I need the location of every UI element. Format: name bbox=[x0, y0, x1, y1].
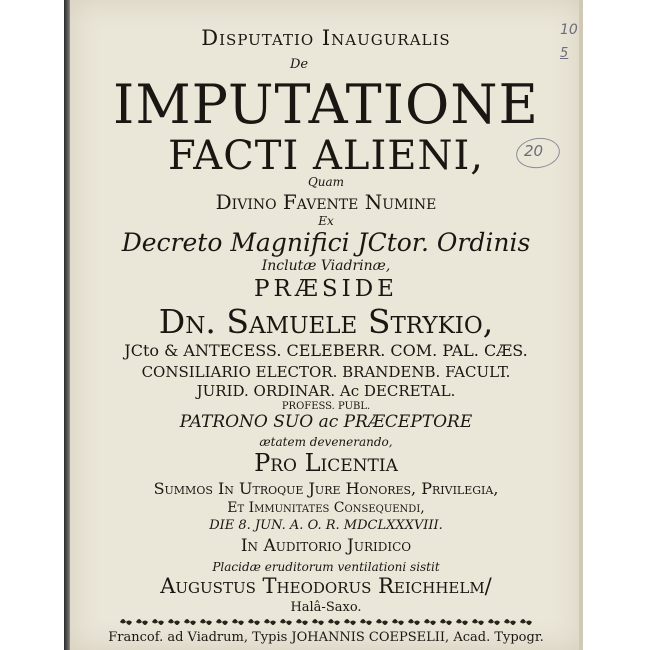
pencil-circled-number: 20 bbox=[524, 142, 544, 160]
preposition-de: De bbox=[290, 57, 309, 72]
auditorio-line: In Auditorio Juridico bbox=[240, 536, 412, 556]
title-page bbox=[70, 0, 582, 650]
ornament-leaf bbox=[312, 619, 324, 625]
ornament-leaf bbox=[168, 619, 180, 625]
praeses-titles-4: PROFESS. PUBL. bbox=[281, 401, 371, 412]
ornament-leaf bbox=[184, 619, 196, 625]
ornament-leaf bbox=[488, 619, 500, 625]
ornament-leaf bbox=[456, 619, 468, 625]
ornament-leaf bbox=[296, 619, 308, 625]
ornament-leaf bbox=[248, 619, 260, 625]
respondent-name: Augustus Theodorus Reichhelm/ bbox=[160, 574, 492, 598]
page-edge bbox=[579, 0, 583, 650]
subtitle: FACTI ALIENI, bbox=[168, 133, 484, 179]
pencil-number-below: 5 bbox=[560, 46, 569, 61]
ornament-leaf bbox=[328, 619, 340, 625]
ornament-leaf bbox=[152, 619, 164, 625]
praeses-titles-3: JURID. ORDINAR. Ac DECRETAL. bbox=[196, 382, 456, 400]
viadrina-line: Inclutæ Viadrinæ, bbox=[261, 258, 391, 274]
praeses-titles-2: CONSILIARIO ELECTOR. BRANDENB. FACULT. bbox=[141, 363, 511, 381]
ornament-leaf bbox=[232, 619, 244, 625]
immunitates-line: Et Immunitates Consequendi, bbox=[227, 500, 425, 516]
ornament-leaf bbox=[504, 619, 516, 625]
ventilationi-line: Placidæ eruditorum ventilationi sistit bbox=[212, 560, 440, 574]
ornament-leaf bbox=[472, 619, 484, 625]
main-title: IMPUTATIONE bbox=[113, 73, 539, 136]
ornament-leaf bbox=[408, 619, 420, 625]
ornament-leaf bbox=[440, 619, 452, 625]
ornament-leaf bbox=[216, 619, 228, 625]
ornament-leaf bbox=[344, 619, 356, 625]
ornament-leaf bbox=[200, 619, 212, 625]
honores-line: Summos In Utroque Jure Honores, Privilegia, bbox=[153, 479, 499, 498]
divino-line: Divino Favente Numine bbox=[215, 190, 437, 214]
date-line: DIE 8. JUN. A. O. R. MDCLXXXVIII. bbox=[209, 518, 443, 533]
disputation-heading: Disputatio Inauguralis bbox=[201, 26, 451, 50]
decreto-line: Decreto Magnifici JCtor. Ordinis bbox=[121, 228, 531, 257]
origin-line: Halâ-Saxo. bbox=[290, 600, 362, 615]
ornament-leaf bbox=[264, 619, 276, 625]
ornament-leaf bbox=[120, 619, 132, 625]
imprint-line: Francof. ad Viadrum, Typis JOHANNIS COEPSELII, Acad. Typogr. bbox=[108, 630, 544, 645]
patrono-line: PATRONO SUO ac PRÆCEPTORE bbox=[179, 412, 473, 432]
ornament-leaf bbox=[280, 619, 292, 625]
quam-line: Quam bbox=[307, 175, 345, 189]
praeses-name: Dn. Samuele Strykio, bbox=[158, 302, 494, 341]
ornament-leaf bbox=[392, 619, 404, 625]
ex-line: Ex bbox=[318, 214, 334, 228]
ornament-rule bbox=[118, 616, 534, 628]
ornament-leaf bbox=[424, 619, 436, 625]
praeside-line: PRÆSIDE bbox=[254, 276, 398, 302]
pro-licentia-line: Pro Licentia bbox=[254, 449, 398, 477]
ornament-leaf bbox=[376, 619, 388, 625]
ornament-leaf bbox=[136, 619, 148, 625]
pencil-number-top: 10 bbox=[560, 22, 578, 38]
devenerando-line: ætatem devenerando, bbox=[259, 435, 393, 449]
ornament-leaf bbox=[520, 619, 532, 625]
ornament-leaf bbox=[360, 619, 372, 625]
praeses-titles-1: JCto & ANTECESS. CELEBERR. COM. PAL. CÆS. bbox=[124, 341, 528, 360]
